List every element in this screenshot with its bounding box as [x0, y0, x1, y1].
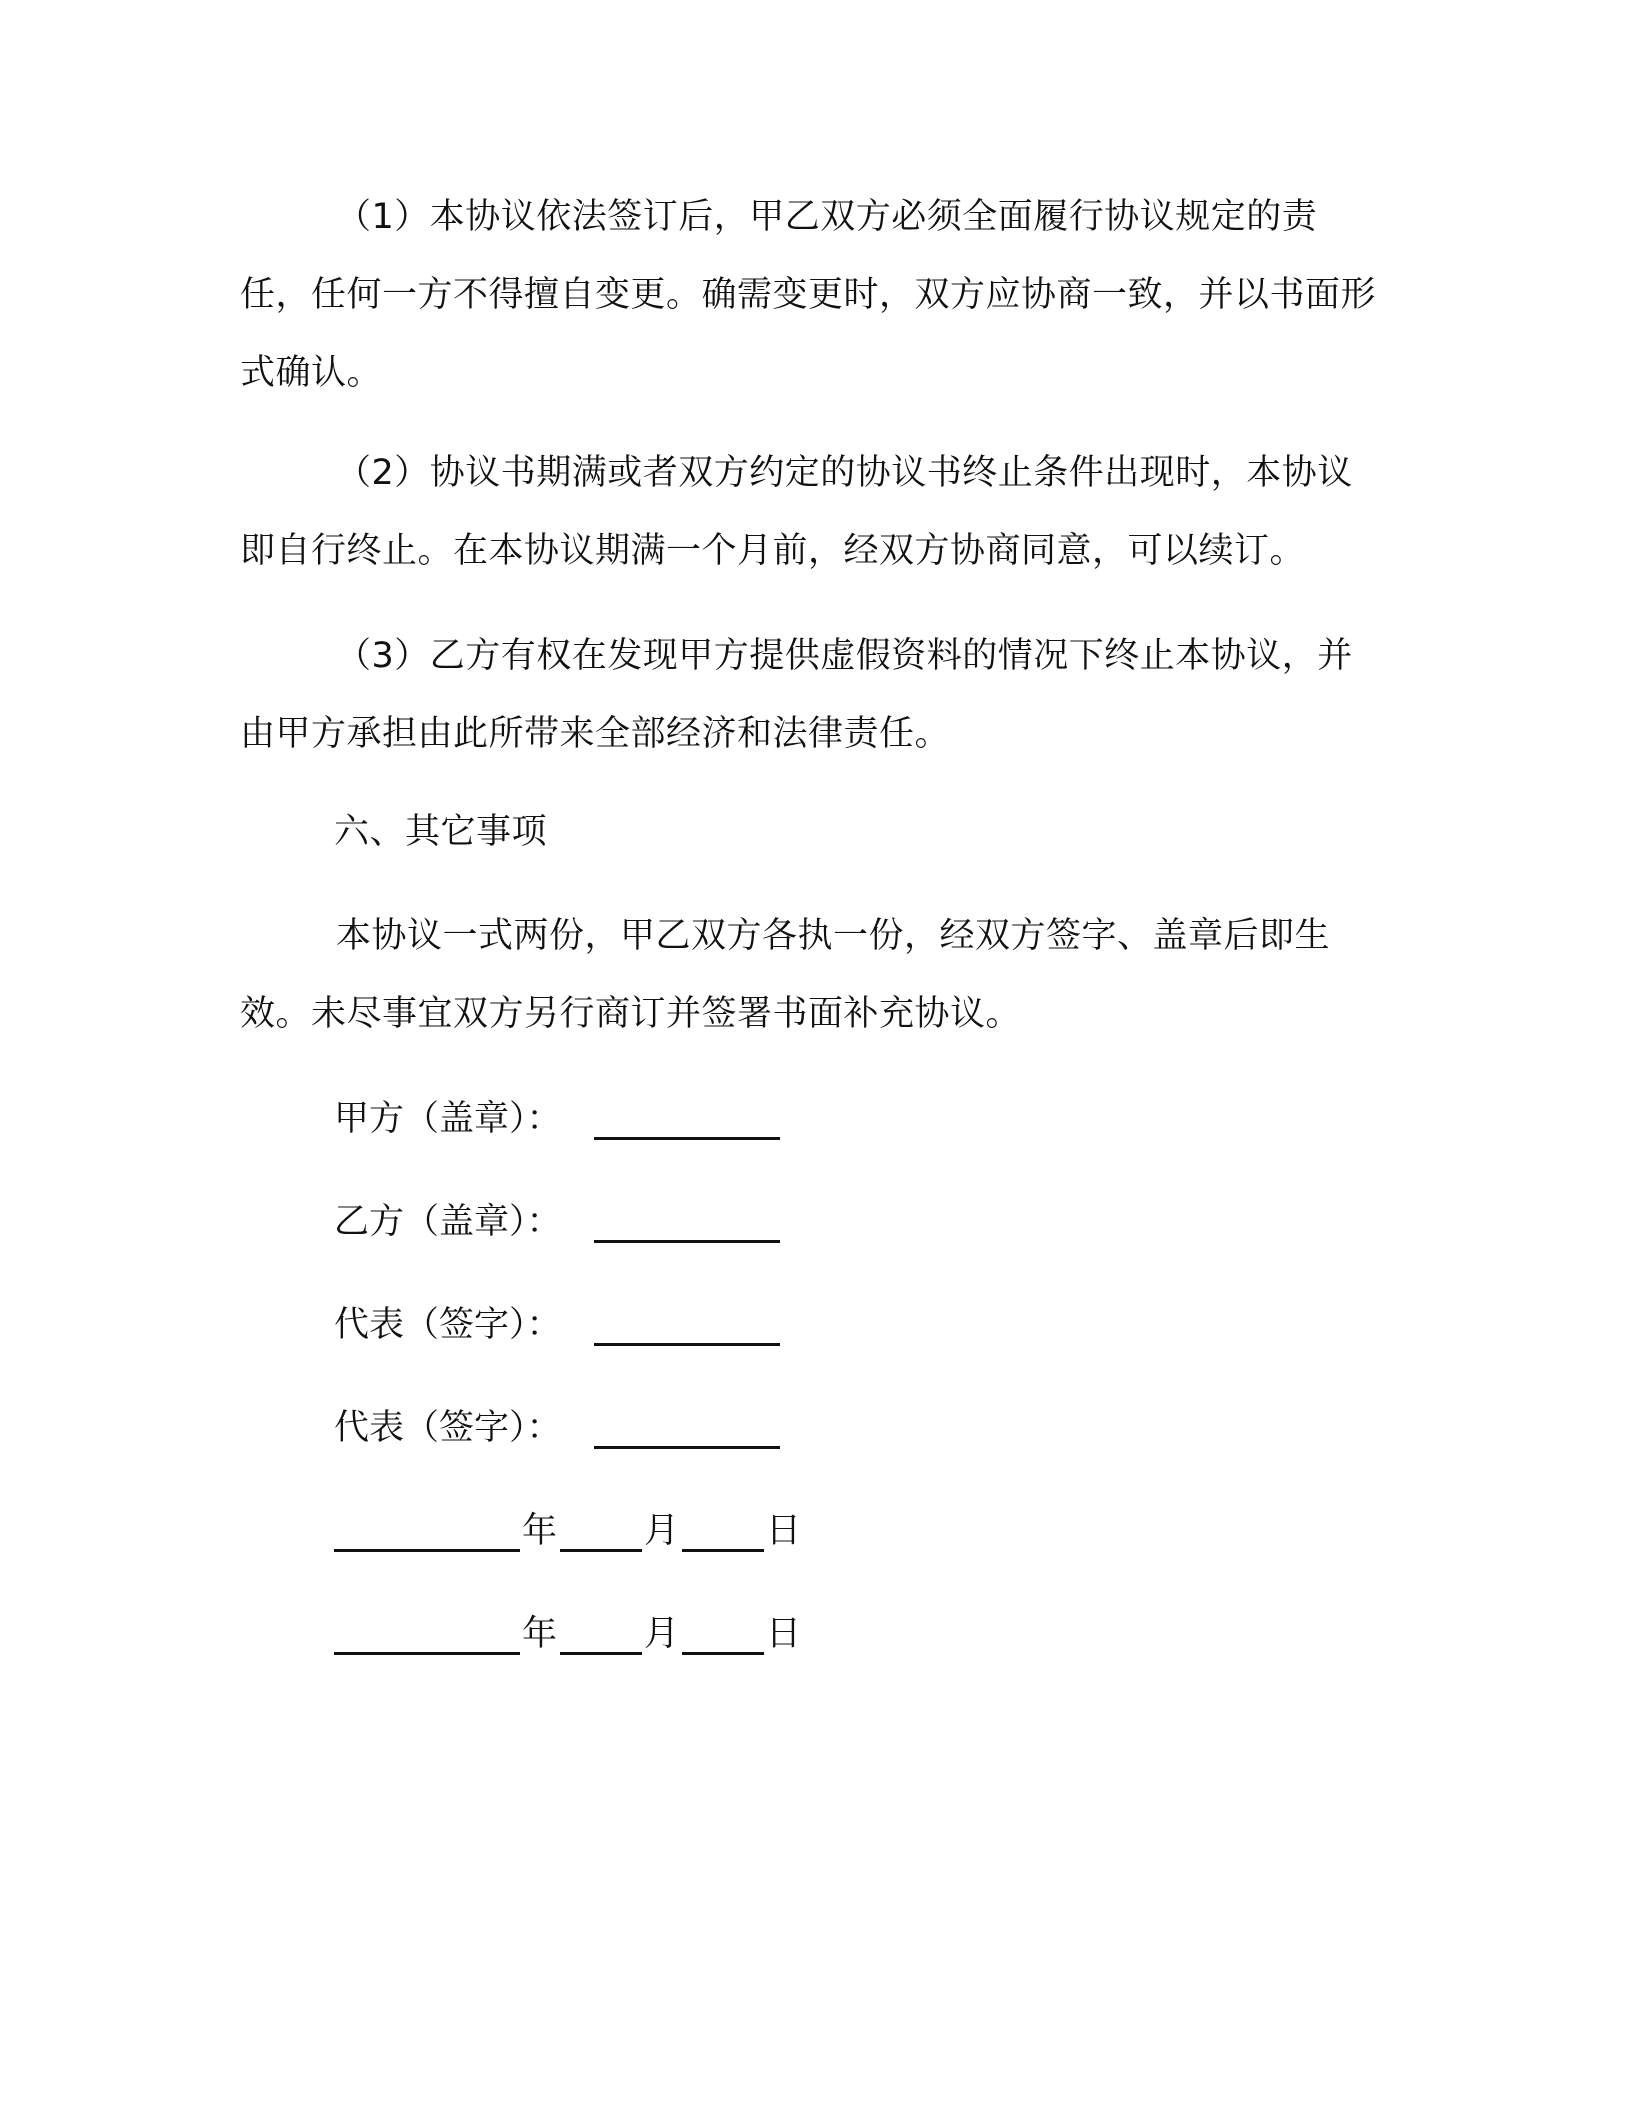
month-blank: [560, 1549, 642, 1552]
section-6-body-text: 本协议一式两份，甲乙双方各执一份，经双方签字、盖章后即生效。未尽事宜双方另行商订并签署书面补充协议。: [240, 916, 1331, 1034]
signature-blank: [594, 1446, 780, 1449]
section-6-body: [240, 897, 1380, 1053]
clause-1: [240, 178, 1380, 412]
day-label: 日: [766, 1511, 802, 1551]
month-label: 月: [644, 1511, 680, 1551]
day-label: 日: [766, 1614, 802, 1654]
year-blank: [334, 1652, 520, 1655]
signature-label: 乙方（盖章）：: [334, 1202, 562, 1242]
signature-blank: [594, 1240, 780, 1243]
day-blank: [682, 1549, 764, 1552]
clause-3-text: （3）乙方有权在发现甲方提供虚假资料的情况下终止本协议，并由甲方承担由此所带来全部经济和法律责任。: [240, 636, 1353, 754]
signature-blank: [594, 1343, 780, 1346]
signature-blank: [594, 1137, 780, 1140]
signature-label: 甲方（盖章）：: [334, 1099, 562, 1139]
clause-2-text: （2）协议书期满或者双方约定的协议书终止条件出现时，本协议即自行终止。在本协议期满一个月前，经双方协商同意，可以续订。: [240, 453, 1353, 571]
clause-2: [240, 434, 1380, 590]
day-blank: [682, 1652, 764, 1655]
signature-label: 代表（签字）：: [334, 1408, 562, 1448]
section-6-heading: 六、其它事项: [334, 812, 548, 852]
clause-3: [240, 617, 1380, 773]
clause-1-text: （1）本协议依法签订后，甲乙双方必须全面履行协议规定的责任，任何一方不得擅自变更。确需变更时，双方应协商一致，并以书面形式确认。: [240, 197, 1377, 393]
signature-label: 代表（签字）：: [334, 1305, 562, 1345]
year-label: 年: [522, 1511, 558, 1551]
month-blank: [560, 1652, 642, 1655]
month-label: 月: [644, 1614, 680, 1654]
year-label: 年: [522, 1614, 558, 1654]
year-blank: [334, 1549, 520, 1552]
